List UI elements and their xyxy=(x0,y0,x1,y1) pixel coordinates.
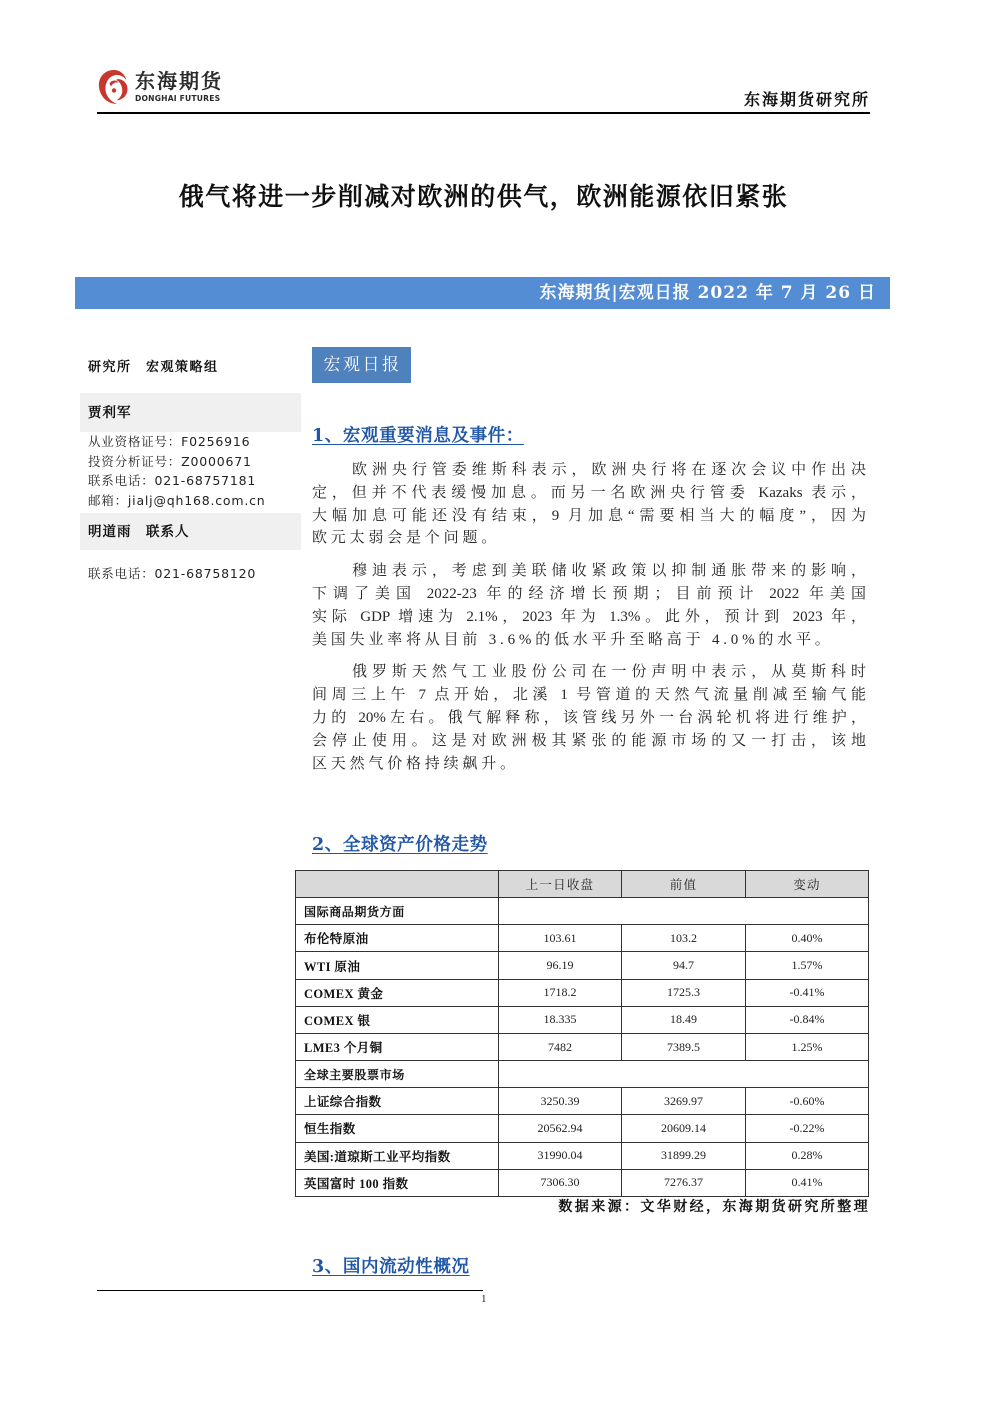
analyst-phone: 联系电话：021-68757181 xyxy=(88,473,257,489)
asset-name: WTI 原油 xyxy=(296,952,499,979)
report-banner xyxy=(75,277,890,309)
asset-name: 美国:道琼斯工业平均指数 xyxy=(296,1142,499,1169)
table-group-row xyxy=(296,1061,869,1088)
paragraph-line: 欧洲央行管委维斯科表示，欧洲央行将在逐次会议中作出决 xyxy=(352,462,866,478)
analyst-investment-license: 投资分析证号：Z0000671 xyxy=(88,453,252,469)
logo-name-en: DONGHAI FUTURES xyxy=(135,94,221,103)
table-group-row xyxy=(296,898,869,925)
section-heading-domestic-liquidity: 3、国内流动性概况 xyxy=(312,1257,470,1277)
news-paragraph xyxy=(312,459,866,550)
analyst-name: 贾利军 xyxy=(88,404,132,421)
header-divider xyxy=(97,112,870,114)
report-banner-text: 东海期货|宏观日报 2022 年 7 月 26 日 xyxy=(539,283,876,303)
table-group-label: 全球主要股票市场 xyxy=(296,1061,499,1088)
previous-value: 31899.29 xyxy=(622,1142,746,1169)
table-row xyxy=(296,1115,869,1142)
contact-name: 明道雨 联系人 xyxy=(88,523,190,540)
previous-value: 94.7 xyxy=(622,952,746,979)
data-source-note: 数据来源：文华财经，东海期货研究所整理 xyxy=(558,1199,870,1215)
table-row xyxy=(296,952,869,979)
paragraph-line: 区天然气价格持续飙升。 xyxy=(312,755,519,772)
table-group-spacer xyxy=(499,1061,869,1088)
change-value: 0.40% xyxy=(746,925,869,952)
paragraph-line: 下调了美国 2022-23 年的经济增长预期；目前预计 2022 年美国 xyxy=(312,585,866,602)
paragraph-line: 欧元太弱会是个问题。 xyxy=(312,530,501,547)
paragraph-line: 美国失业率将从目前 3.6%的低水平升至略高于 4.0%的水平。 xyxy=(312,631,834,648)
column-header-close: 上一日收盘 xyxy=(499,871,622,898)
table-row xyxy=(296,1006,869,1033)
asset-price-table xyxy=(295,870,869,1197)
section-heading-asset-prices: 2、全球资产价格走势 xyxy=(312,835,488,855)
footer-divider xyxy=(97,1290,483,1291)
table-row xyxy=(296,1033,869,1060)
table-row xyxy=(296,1142,869,1169)
previous-value: 20609.14 xyxy=(622,1115,746,1142)
analyst-email: 邮箱：jialj@qh168.com.cn xyxy=(88,492,266,508)
change-value: 0.41% xyxy=(746,1169,869,1196)
previous-value: 18.49 xyxy=(622,1006,746,1033)
contact-phone: 联系电话：021-68758120 xyxy=(88,566,257,581)
change-value: -0.22% xyxy=(746,1115,869,1142)
paragraph-line: 穆迪表示，考虑到美联储收紧政策以抑制通胀带来的影响， xyxy=(352,563,866,580)
report-type-badge: 宏观日报 xyxy=(312,347,411,383)
analyst-name-box xyxy=(80,393,301,432)
table-header-row xyxy=(296,871,869,898)
close-value: 96.19 xyxy=(499,952,622,979)
news-paragraph xyxy=(312,661,866,775)
section-heading-macro-news: 1、宏观重要消息及事件： xyxy=(312,426,524,446)
asset-name: COMEX 黄金 xyxy=(296,979,499,1006)
table-row xyxy=(296,925,869,952)
paragraph-line: 定，但并不代表缓慢加息。而另一名欧洲央行管委 Kazaks 表示， xyxy=(312,484,866,501)
change-value: -0.60% xyxy=(746,1088,869,1115)
table-group-spacer xyxy=(499,898,869,925)
macro-news-body xyxy=(312,459,866,775)
company-logo xyxy=(97,67,229,107)
news-paragraph xyxy=(312,560,866,651)
table-row xyxy=(296,1088,869,1115)
asset-name: LME3 个月铜 xyxy=(296,1033,499,1060)
report-title: 俄气将进一步削减对欧洲的供气，欧洲能源依旧紧张 xyxy=(178,182,789,211)
donghai-futures-logo-icon xyxy=(97,68,131,106)
change-value: 1.25% xyxy=(746,1033,869,1060)
research-institute-label: 东海期货研究所 xyxy=(743,90,870,109)
close-value: 31990.04 xyxy=(499,1142,622,1169)
close-value: 1718.2 xyxy=(499,979,622,1006)
paragraph-line: 力的 20%左右。俄气解释称，该管线另外一台涡轮机将进行维护， xyxy=(312,709,866,726)
paragraph-line: 俄罗斯天然气工业股份公司在一份声明中表示，从莫斯科时 xyxy=(352,664,866,681)
previous-value: 1725.3 xyxy=(622,979,746,1006)
paragraph-line: 会停止使用。这是对欧洲极其紧张的能源市场的又一打击，该地 xyxy=(312,732,866,749)
previous-value: 3269.97 xyxy=(622,1088,746,1115)
close-value: 7306.30 xyxy=(499,1169,622,1196)
table-row xyxy=(296,979,869,1006)
table-corner-cell xyxy=(296,871,499,898)
close-value: 103.61 xyxy=(499,925,622,952)
column-header-change: 变动 xyxy=(746,871,869,898)
asset-name: 布伦特原油 xyxy=(296,925,499,952)
sidebar-team-label: 研究所 宏观策略组 xyxy=(88,360,219,375)
page-number: 1 xyxy=(481,1293,487,1305)
paragraph-line: 实际 GDP 增速为 2.1%，2023 年为 1.3%。此外，预计到 2023 年， xyxy=(312,608,866,625)
change-value: -0.84% xyxy=(746,1006,869,1033)
previous-value: 7389.5 xyxy=(622,1033,746,1060)
asset-name: 上证综合指数 xyxy=(296,1088,499,1115)
close-value: 3250.39 xyxy=(499,1088,622,1115)
table-group-label: 国际商品期货方面 xyxy=(296,898,499,925)
close-value: 18.335 xyxy=(499,1006,622,1033)
asset-name: 恒生指数 xyxy=(296,1115,499,1142)
table-row xyxy=(296,1169,869,1196)
previous-value: 7276.37 xyxy=(622,1169,746,1196)
analyst-details xyxy=(88,432,266,510)
paragraph-line: 间周三上午 7 点开始，北溪 1 号管道的天然气流量削减至输气能 xyxy=(312,687,866,704)
change-value: 1.57% xyxy=(746,952,869,979)
logo-name-cn: 东海期货 xyxy=(135,69,223,93)
contact-name-box xyxy=(80,513,301,550)
asset-name: COMEX 银 xyxy=(296,1006,499,1033)
close-value: 7482 xyxy=(499,1033,622,1060)
change-value: 0.28% xyxy=(746,1142,869,1169)
column-header-previous: 前值 xyxy=(622,871,746,898)
asset-name: 英国富时 100 指数 xyxy=(296,1169,499,1196)
change-value: -0.41% xyxy=(746,979,869,1006)
contact-details xyxy=(88,564,256,584)
paragraph-line: 大幅加息可能还没有结束，9 月加息“需要相当大的幅度”，因为 xyxy=(312,507,866,524)
previous-value: 103.2 xyxy=(622,925,746,952)
analyst-qualification-number: 从业资格证号：F0256916 xyxy=(88,434,251,449)
close-value: 20562.94 xyxy=(499,1115,622,1142)
